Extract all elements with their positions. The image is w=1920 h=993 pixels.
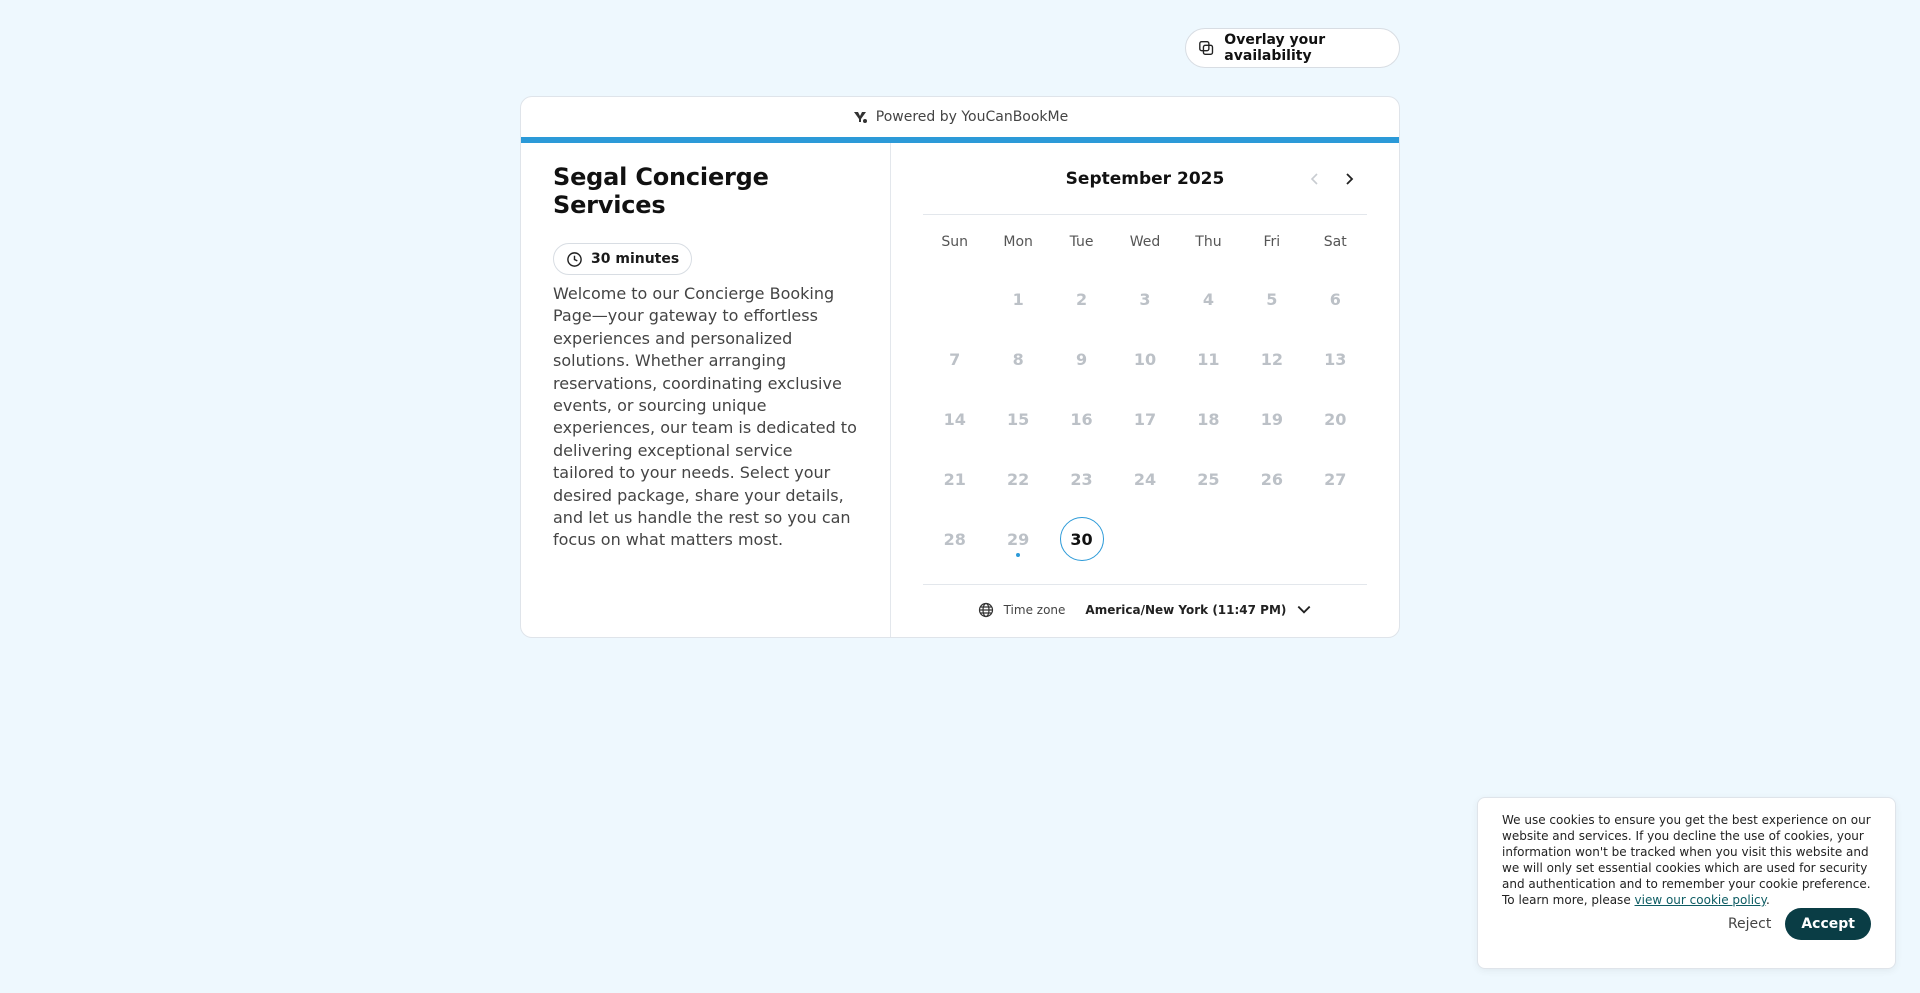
weekday-label: Fri (1263, 234, 1281, 250)
calendar-panel (891, 143, 1399, 638)
calendar-day-number: 9 (1075, 349, 1088, 369)
calendar-day (986, 329, 1049, 389)
calendar-day-number: 17 (1133, 409, 1157, 429)
calendar-day-number: 1 (1012, 289, 1024, 309)
clock-icon (566, 251, 583, 268)
calendar-day-number: 10 (1133, 349, 1157, 369)
calendar-day-number: 8 (1012, 349, 1024, 369)
weekday-label: Sun (941, 234, 969, 250)
calendar-day (1240, 389, 1303, 449)
weekday-label: Thu (1195, 234, 1222, 250)
globe-icon (978, 602, 994, 618)
accept-cookies-button[interactable]: Accept (1785, 908, 1871, 940)
calendar-day-number: 20 (1324, 409, 1347, 429)
calendar-day (1240, 269, 1303, 329)
calendar-day (986, 449, 1049, 509)
calendar-day-number: 7 (949, 349, 961, 369)
calendar-day (1177, 449, 1240, 509)
calendar-day (986, 389, 1049, 449)
calendar-day (1177, 269, 1240, 329)
calendar-day (986, 269, 1049, 329)
timezone-label: Time zone (1003, 602, 1066, 617)
calendar-day (1050, 329, 1113, 389)
calendar-day-number: 2 (1075, 289, 1088, 309)
overlay-icon (1198, 39, 1214, 57)
duration-label: 30 minutes (591, 251, 680, 267)
weekday-label: Wed (1129, 234, 1161, 250)
calendar-day (1050, 389, 1113, 449)
calendar-day-number: 25 (1197, 469, 1220, 489)
weekday-label: Mon (1003, 234, 1033, 250)
calendar-day (1240, 449, 1303, 509)
calendar-day (1113, 269, 1176, 329)
reject-cookies-button[interactable]: Reject (1727, 916, 1772, 932)
calendar-day (1240, 329, 1303, 389)
today-indicator (1016, 553, 1020, 557)
service-title: Segal Concierge Services (553, 163, 769, 219)
calendar-day (986, 509, 1049, 569)
calendar-day-number: 30 (1060, 517, 1104, 561)
calendar-day-number: 28 (943, 529, 966, 549)
calendar-day-number: 12 (1260, 349, 1283, 369)
calendar-day-number: 13 (1324, 349, 1347, 369)
calendar-day (1304, 269, 1367, 329)
calendar-day-number: 18 (1197, 409, 1220, 429)
weekday-header-row (923, 215, 1367, 269)
cookie-policy-link[interactable]: view our cookie policy (1634, 893, 1767, 907)
calendar-day (1113, 389, 1176, 449)
timezone-value[interactable]: America/New York (11:47 PM) (1085, 602, 1287, 617)
chevron-down-icon (1296, 602, 1312, 618)
timezone-dropdown[interactable] (1296, 602, 1312, 618)
calendar-day (1304, 389, 1367, 449)
cookie-banner (1477, 797, 1896, 969)
calendar-day-number: 11 (1197, 349, 1220, 369)
month-label: September 2025 (1065, 168, 1225, 189)
calendar-day (1050, 449, 1113, 509)
calendar-day-number: 27 (1324, 469, 1347, 489)
chevron-left-icon (1309, 172, 1321, 186)
calendar-day (923, 329, 986, 389)
calendar-day (1177, 329, 1240, 389)
calendar-day (923, 509, 986, 569)
calendar-day (923, 449, 986, 509)
calendar-day-number: 5 (1266, 289, 1278, 309)
calendar-day (1113, 449, 1176, 509)
calendar-day-grid (923, 269, 1367, 569)
calendar-day (1304, 329, 1367, 389)
booking-card (520, 96, 1400, 638)
ycbm-logo-icon (852, 109, 868, 125)
calendar-day-number: 14 (943, 409, 966, 429)
calendar-day (923, 389, 986, 449)
powered-by-banner (521, 97, 1399, 137)
powered-by-text: Powered by YouCanBookMe (875, 109, 1069, 125)
calendar-header (923, 143, 1367, 215)
cookie-message (1502, 812, 1871, 908)
cookie-text: We use cookies to ensure you get the best experience on our website and services. If you decline the use of cookies, your information won't be tracked when you visit this website and we will only set essential cookies which are used for security and authentication and to remember your cookie preference. To learn more, please (1502, 813, 1871, 907)
weekday-label: Tue (1069, 234, 1094, 250)
calendar-day-number: 3 (1139, 289, 1151, 309)
calendar-day (1050, 269, 1113, 329)
overlay-availability-button[interactable] (1185, 28, 1400, 68)
calendar-day-number: 26 (1260, 469, 1283, 489)
overlay-availability-label: Overlay your availability (1224, 32, 1326, 64)
weekday-label: Sat (1323, 234, 1347, 250)
calendar-day-number: 6 (1329, 289, 1341, 309)
calendar-day-number: 21 (943, 469, 966, 489)
calendar-day-available[interactable] (1050, 509, 1113, 569)
prev-month-button[interactable] (1303, 167, 1327, 191)
calendar-day (1304, 449, 1367, 509)
next-month-button[interactable] (1337, 167, 1361, 191)
service-description: Welcome to our Concierge Booking Page—your gateway to effortless experiences and personalized solutions. Whether arranging reservations, coordinating exclusive events, or sourcing unique experiences, our team is dedicated to delivering exceptional service tailored to your needs. Select your desired package, share your details, and let us handle the rest so you can focus on what matters most. (553, 284, 857, 550)
calendar-day (1177, 389, 1240, 449)
calendar-day-number: 16 (1070, 409, 1093, 429)
calendar-day-number: 19 (1260, 409, 1283, 429)
duration-badge (553, 243, 692, 275)
calendar-day-number: 22 (1007, 469, 1030, 489)
calendar-day (1113, 329, 1176, 389)
service-info-panel (521, 143, 891, 638)
calendar-day-number: 23 (1070, 469, 1093, 489)
calendar-day-number: 29 (1007, 529, 1030, 549)
timezone-row (923, 584, 1367, 634)
cookie-actions (1728, 908, 1871, 940)
chevron-right-icon (1343, 172, 1355, 186)
calendar-day-number: 15 (1007, 409, 1030, 429)
cookie-text-end: . (1766, 893, 1770, 907)
calendar-day-number: 4 (1202, 289, 1214, 309)
calendar-day-number: 24 (1133, 469, 1157, 489)
